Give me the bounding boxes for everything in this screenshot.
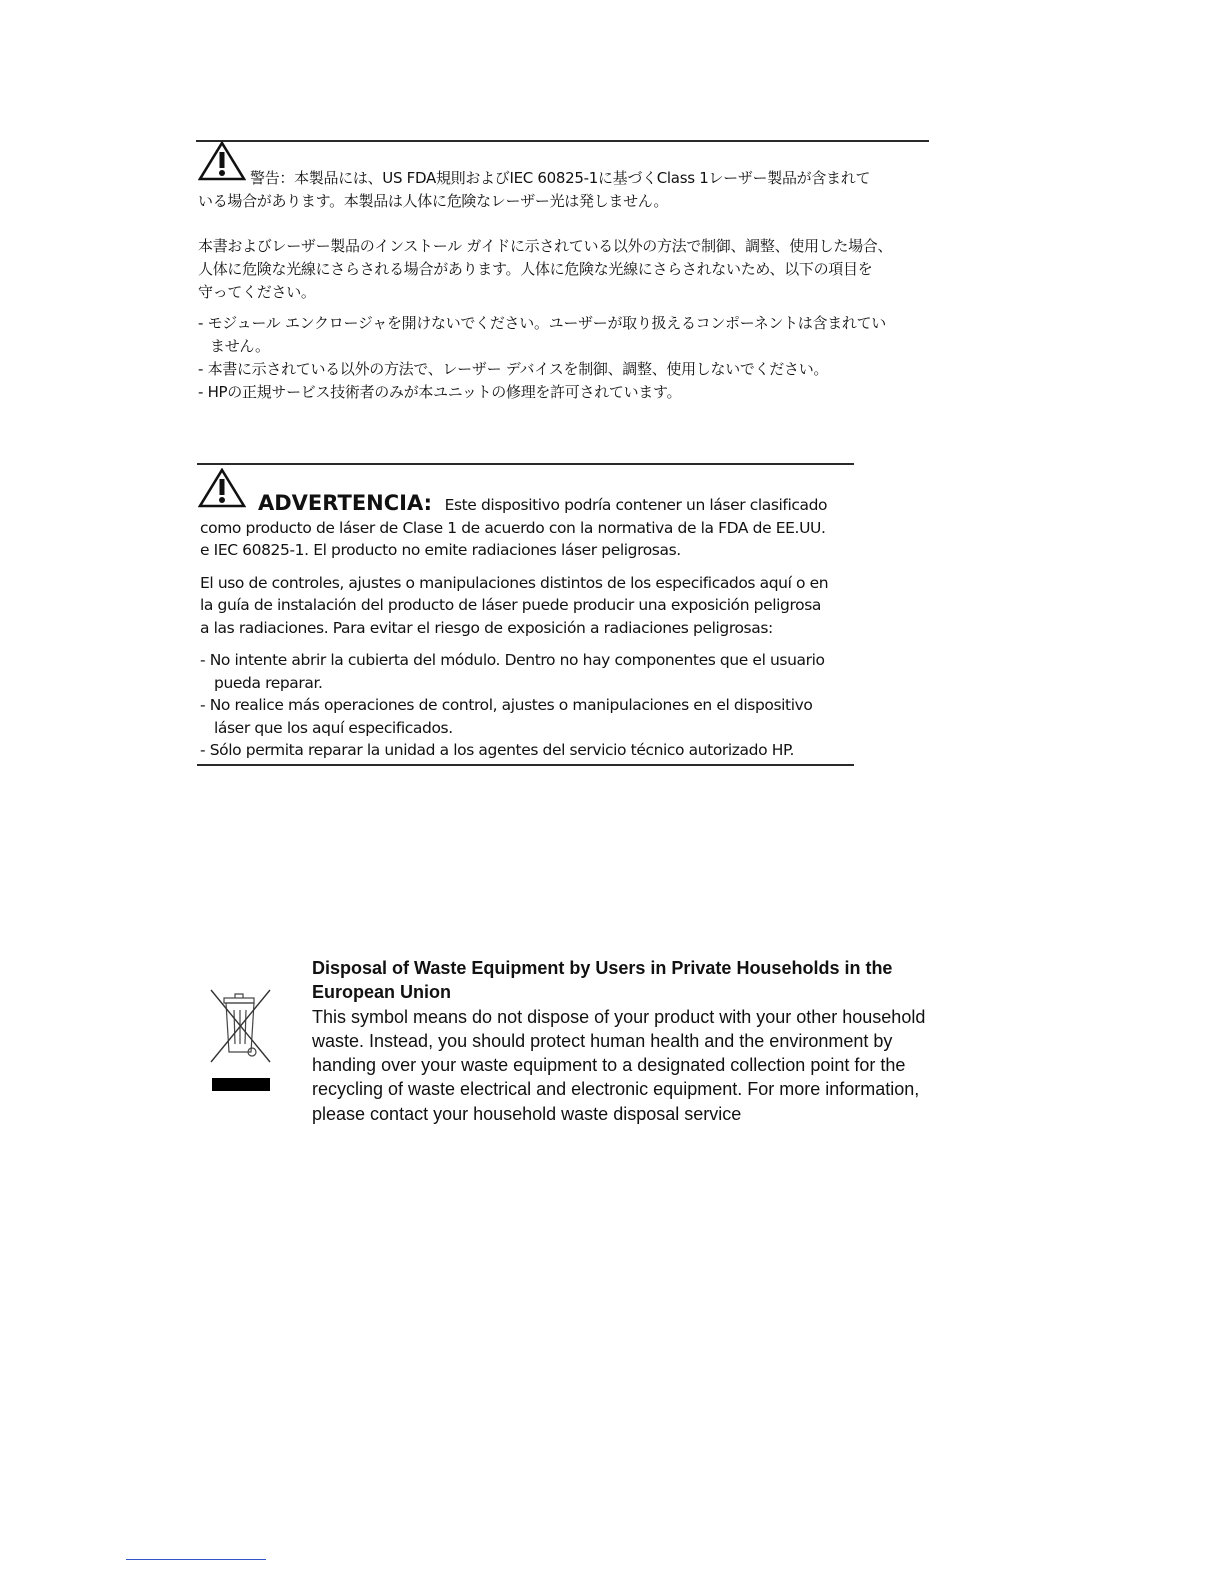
crossed-out-wheelie-bin-icon [208,986,274,1096]
es-para2-line2: la guía de instalación del producto de láser puede producir una exposición peligrosa [200,596,821,614]
weee-body-line5: please contact your household waste disposal service [312,1103,742,1124]
jp-warning-line1: 警告：本製品には、US FDA規則およびIEC 60825-1に基づくClass 1レーザー製品が含まれて [250,169,871,187]
es-para2-line3: a las radiaciones. Para evitar el riesgo de exposición a radiaciones peligrosas: [200,618,773,637]
es-top-rule [197,463,854,465]
jp-para2-line1: 本書およびレーザー製品のインストール ガイドに示されている以外の方法で制御、調整、使用した場合、 [198,237,893,255]
jp-bullet2: - 本書に示されている以外の方法で、レーザー デバイスを制御、調整、使用しないでください。 [198,360,829,378]
weee-title-line2: European Union [312,982,451,1003]
jp-warning-line2: いる場合があります。本製品は人体に危険なレーザー光は発しません。 [198,192,669,210]
weee-disposal-notice [312,956,992,1126]
jp-para2-line2: 人体に危険な光線にさらされる場合があります。人体に危険な光線にさらされないため、以下の項目を [198,260,873,278]
es-bullet2-line2: láser que los aquí especificados. [214,718,453,737]
es-bullet2-line1: - No realice más operaciones de control, ajustes o manipulaciones en el dispositivo [200,696,813,714]
weee-body-line1: This symbol means do not dispose of your product with your other household [312,1006,926,1027]
es-line3: e IEC 60825-1. El producto no emite radiaciones láser peligrosas. [200,541,681,559]
es-bottom-rule [197,764,854,766]
es-laser-notice [200,492,828,762]
weee-title-line1: Disposal of Waste Equipment by Users in Private Households in the [312,958,893,978]
jp-bullet3: - HPの正規サービス技術者のみが本ユニットの修理を許可されています。 [198,383,682,401]
weee-body-line4: recycling of waste electrical and electronic equipment. For more information, [312,1079,920,1100]
es-line1-rest: Este dispositivo podría contener un láser clasificado [444,496,828,514]
jp-laser-notice [198,167,892,404]
es-heading: ADVERTENCIA: [258,491,433,515]
jp-bullet1-line1: - モジュール エンクロージャを開けないでください。ユーザーが取り扱えるコンポーネントは含まれてい [198,314,887,332]
footnote-separator [126,1559,266,1560]
jp-para2-line3: 守ってください。 [198,283,316,301]
weee-body-line3: handing over your waste equipment to a designated collection point for the [312,1055,906,1076]
weee-body-line2: waste. Instead, you should protect human health and the environment by [312,1030,893,1051]
es-line2: como producto de láser de Clase 1 de acuerdo con la normativa de la FDA de EE.UU. [200,518,826,537]
es-bullet1-line2: pueda reparar. [214,673,323,692]
es-bullet1-line1: - No intente abrir la cubierta del módulo. Dentro no hay componentes que el usuario [200,651,825,669]
es-para2-line1: El uso de controles, ajustes o manipulaciones distintos de los especificados aquí o en [200,573,829,592]
jp-top-rule [196,140,929,142]
jp-bullet1-line2: ません。 [210,337,270,355]
es-bullet3: - Sólo permita reparar la unidad a los agentes del servicio técnico autorizado HP. [200,741,795,759]
